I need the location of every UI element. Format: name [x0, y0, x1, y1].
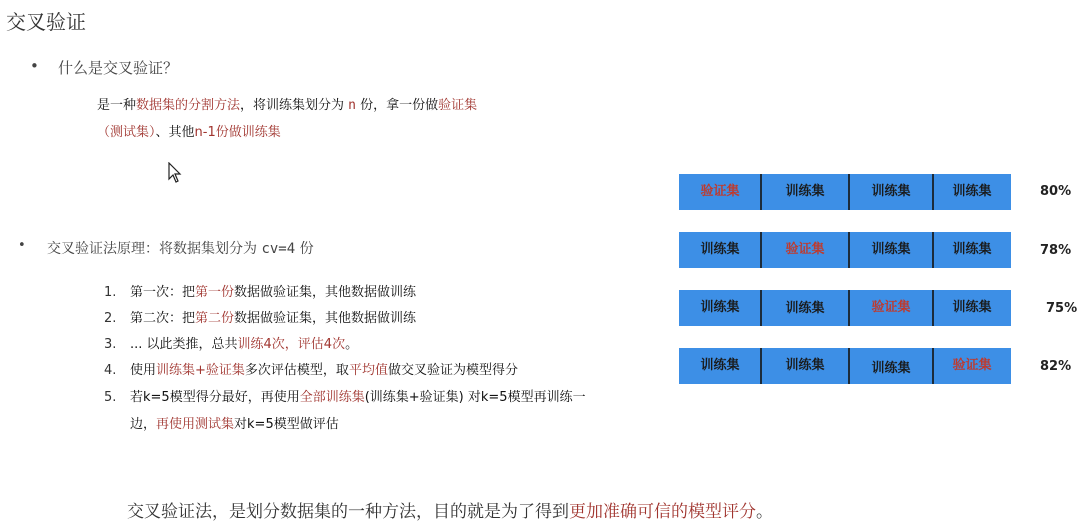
- summary-text: 。: [756, 502, 773, 522]
- fold-cell-training: 训练集: [785, 301, 825, 316]
- fold-cell-training: 训练集: [952, 300, 992, 315]
- fold-cell-validation: 验证集: [785, 242, 825, 257]
- definition-text: ，将训练集划分为: [240, 98, 349, 113]
- step-highlight: 平均值: [348, 363, 388, 378]
- fold-divider: [932, 174, 934, 210]
- step-text: 边，: [130, 417, 157, 432]
- fold-cell-validation: 验证集: [871, 300, 911, 315]
- definition-highlight: （测试集）: [97, 125, 156, 140]
- step-number: 1.: [104, 285, 117, 300]
- fold-divider: [848, 174, 850, 210]
- summary-sentence: [127, 497, 773, 522]
- step-number: 4.: [104, 363, 117, 378]
- step-number: 3.: [104, 337, 117, 352]
- fold-divider: [848, 290, 850, 326]
- fold-divider: [932, 348, 934, 384]
- cv-principle-value: cv=4: [261, 241, 296, 257]
- step-text: 数据做验证集，其他数据做训练: [234, 311, 417, 326]
- mouse-pointer-icon: [168, 162, 182, 184]
- step-text: 做交叉验证为模型得分: [387, 363, 518, 378]
- definition-n: n: [348, 98, 356, 113]
- step-highlight: 再使用测试集: [156, 417, 235, 432]
- fold-score: 78%: [1040, 243, 1072, 258]
- fold-divider: [932, 290, 934, 326]
- summary-text: 交叉验证法，是划分数据集的一种方法，目的就是为了得到: [127, 502, 569, 522]
- definition-text: 是一种: [97, 98, 137, 113]
- definition-highlight: 数据集的分割方法: [136, 98, 241, 113]
- fold-cell-training: 训练集: [871, 242, 911, 257]
- summary-highlight: 更加准确可信的模型评分: [569, 502, 756, 522]
- fold-cell-training: 训练集: [785, 358, 825, 373]
- step-text: 对k=5模型做评估: [234, 417, 339, 432]
- fold-row-1: [679, 174, 1011, 210]
- definition-text: 份，拿一份做: [356, 98, 439, 113]
- definition-highlight: n-1份做训练集: [194, 125, 281, 140]
- step-item: [104, 386, 586, 405]
- fold-row-3: [679, 290, 1011, 326]
- definition-line-2: [97, 121, 281, 140]
- cv-principle-text: 交叉验证法原理：将数据集划分为: [47, 241, 262, 257]
- step-number: 2.: [104, 311, 117, 326]
- page-title: 交叉验证: [6, 10, 86, 34]
- fold-score: 80%: [1040, 184, 1072, 199]
- fold-row-2: [679, 232, 1011, 268]
- step-item-continued: [130, 413, 339, 432]
- step-text: 多次评估模型，取: [244, 363, 349, 378]
- fold-cell-validation: 验证集: [952, 358, 992, 373]
- cv-principle-heading: [47, 238, 314, 258]
- fold-divider: [932, 232, 934, 268]
- fold-cell-training: 训练集: [871, 361, 911, 376]
- step-highlight: 训练集+验证集: [156, 363, 245, 378]
- fold-divider: [760, 174, 762, 210]
- fold-divider: [760, 348, 762, 384]
- fold-cell-training: 训练集: [871, 184, 911, 199]
- fold-cell-training: 训练集: [785, 184, 825, 199]
- step-item: [104, 333, 358, 352]
- fold-cell-training: 训练集: [700, 300, 740, 315]
- definition-line-1: [97, 94, 477, 113]
- bullet-dot: •: [18, 238, 26, 253]
- fold-divider: [760, 232, 762, 268]
- step-text: 第二次：把: [130, 311, 196, 326]
- fold-score: 82%: [1040, 359, 1072, 374]
- step-number: 5.: [104, 390, 117, 405]
- step-highlight: 训练4次，评估4次: [237, 337, 346, 352]
- question-what-is-cv: 什么是交叉验证？: [58, 59, 179, 77]
- fold-cell-validation: 验证集: [700, 184, 740, 199]
- step-highlight: 第一份: [195, 285, 235, 300]
- bullet-dot: •: [30, 57, 39, 75]
- fold-cell-training: 训练集: [952, 242, 992, 257]
- step-text: ... 以此类推，总共: [130, 337, 238, 352]
- step-text: (训练集+验证集) 对k=5模型再训练一: [364, 390, 586, 405]
- fold-cell-training: 训练集: [700, 242, 740, 257]
- step-item: [104, 281, 416, 300]
- definition-highlight: 验证集: [438, 98, 478, 113]
- step-highlight: 全部训练集: [299, 390, 365, 405]
- fold-divider: [760, 290, 762, 326]
- step-item: [104, 307, 416, 326]
- step-highlight: 第二份: [195, 311, 235, 326]
- fold-cell-training: 训练集: [700, 358, 740, 373]
- step-text: 使用: [130, 363, 157, 378]
- fold-divider: [848, 348, 850, 384]
- step-text: 。: [345, 337, 359, 352]
- step-text: 若k=5模型得分最好，再使用: [130, 390, 300, 405]
- step-text: 第一次：把: [130, 285, 196, 300]
- definition-text: 、其他: [155, 125, 195, 140]
- cv-principle-text: 份: [295, 241, 314, 257]
- step-text: 数据做验证集，其他数据做训练: [234, 285, 417, 300]
- step-item: [104, 359, 518, 378]
- fold-score: 75%: [1046, 301, 1078, 316]
- fold-divider: [848, 232, 850, 268]
- fold-cell-training: 训练集: [952, 184, 992, 199]
- fold-row-4: [679, 348, 1011, 384]
